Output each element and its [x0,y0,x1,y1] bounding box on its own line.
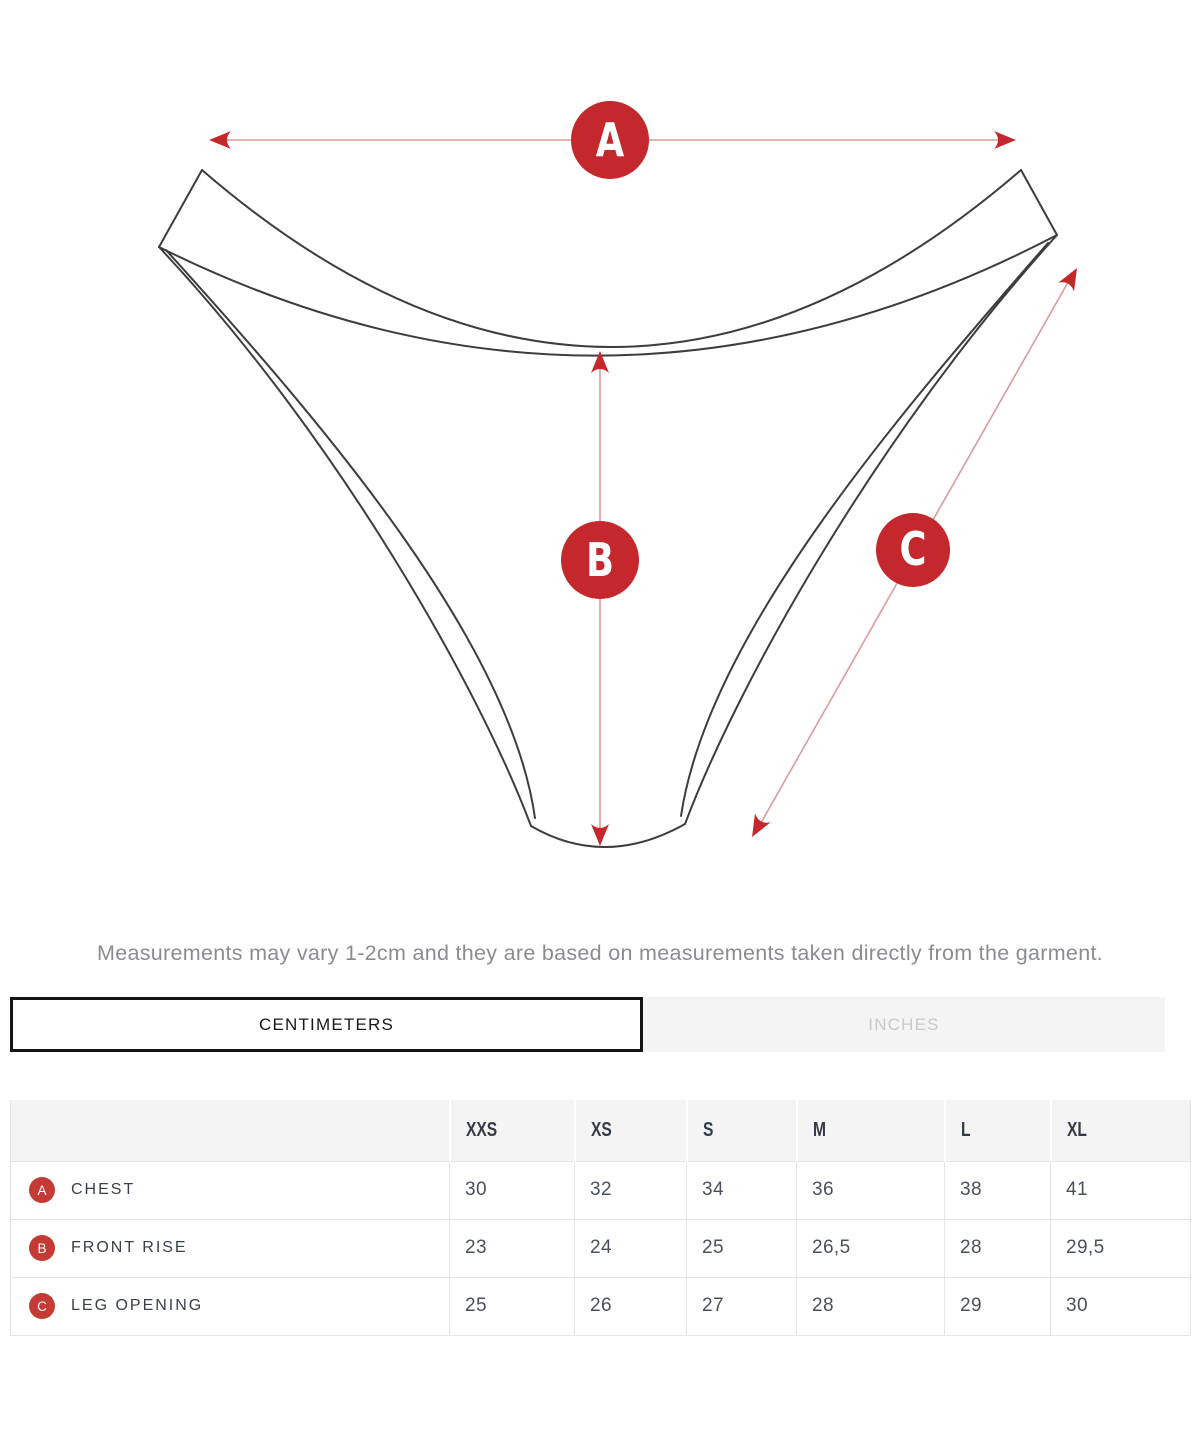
cell-chest-l: 38 [945,1161,1051,1219]
row-label-front-rise: FRONT RISE [71,1239,188,1256]
header-m: M [797,1099,945,1161]
tab-inches[interactable] [643,997,1165,1052]
measure-badge-c [876,513,950,587]
tab-inches-label: INCHES [868,1014,940,1034]
header-xxs: XXS [450,1099,575,1161]
waistband-top-edge [202,170,1021,347]
arrowhead-upright-icon [1058,264,1084,292]
crotch-bottom-edge [531,824,685,847]
measure-badge-a [571,101,649,179]
header-s: S [687,1099,797,1161]
cell-front-rise-l: 28 [945,1219,1051,1277]
waistband-inner-edge [159,235,1057,356]
unit-tabs [10,997,1165,1052]
cell-leg-opening-l: 29 [945,1277,1051,1335]
row-label-cell [11,1219,450,1277]
cell-chest-s: 34 [687,1161,797,1219]
row-badge-a: A [29,1177,55,1203]
table-row-front-rise [11,1219,1191,1277]
cell-leg-opening-m: 28 [797,1277,945,1335]
row-label-cell [11,1277,450,1335]
waistband-left-end [159,170,202,247]
garment-outline [159,170,1057,847]
cell-front-rise-m: 26,5 [797,1219,945,1277]
cell-chest-m: 36 [797,1161,945,1219]
tab-centimeters[interactable] [10,997,643,1052]
row-badge-c: C [29,1293,55,1319]
badge-c-letter: C [899,521,927,577]
badge-a-letter: A [595,112,625,168]
cell-leg-opening-s: 27 [687,1277,797,1335]
header-xs: XS [575,1099,687,1161]
tab-centimeters-label: CENTIMETERS [258,1014,395,1034]
header-empty-cell [11,1099,450,1161]
size-table [10,1098,1191,1336]
cell-front-rise-s: 25 [687,1219,797,1277]
row-label-chest: CHEST [71,1181,136,1198]
table-row-leg-opening [11,1277,1191,1335]
waistband-right-end [1021,170,1057,235]
row-label-cell [11,1161,450,1219]
arrowhead-downleft-icon [744,813,770,841]
right-leg-seam [681,243,1048,816]
left-outer-silhouette [159,247,531,826]
size-table-header-row [11,1099,1191,1161]
cell-front-rise-xl: 29,5 [1051,1219,1191,1277]
header-xl: XL [1051,1099,1191,1161]
row-label-leg-opening: LEG OPENING [71,1297,204,1314]
badge-b-letter: B [585,532,615,588]
measurement-note: Measurements may vary 1-2cm and they are based on measurements taken directly from the garment. [97,941,1103,965]
cell-front-rise-xxs: 23 [450,1219,575,1277]
cell-leg-opening-xxs: 25 [450,1277,575,1335]
cell-front-rise-xs: 24 [575,1219,687,1277]
cell-chest-xl: 41 [1051,1161,1191,1219]
table-row-chest [11,1161,1191,1219]
measure-badge-b [561,521,639,599]
cell-chest-xs: 32 [575,1161,687,1219]
cell-leg-opening-xl: 30 [1051,1277,1191,1335]
cell-leg-opening-xs: 26 [575,1277,687,1335]
row-badge-b: B [29,1235,55,1261]
cell-chest-xxs: 30 [450,1161,575,1219]
right-outer-silhouette [685,235,1057,824]
left-leg-seam [166,250,535,818]
header-l: L [945,1099,1051,1161]
